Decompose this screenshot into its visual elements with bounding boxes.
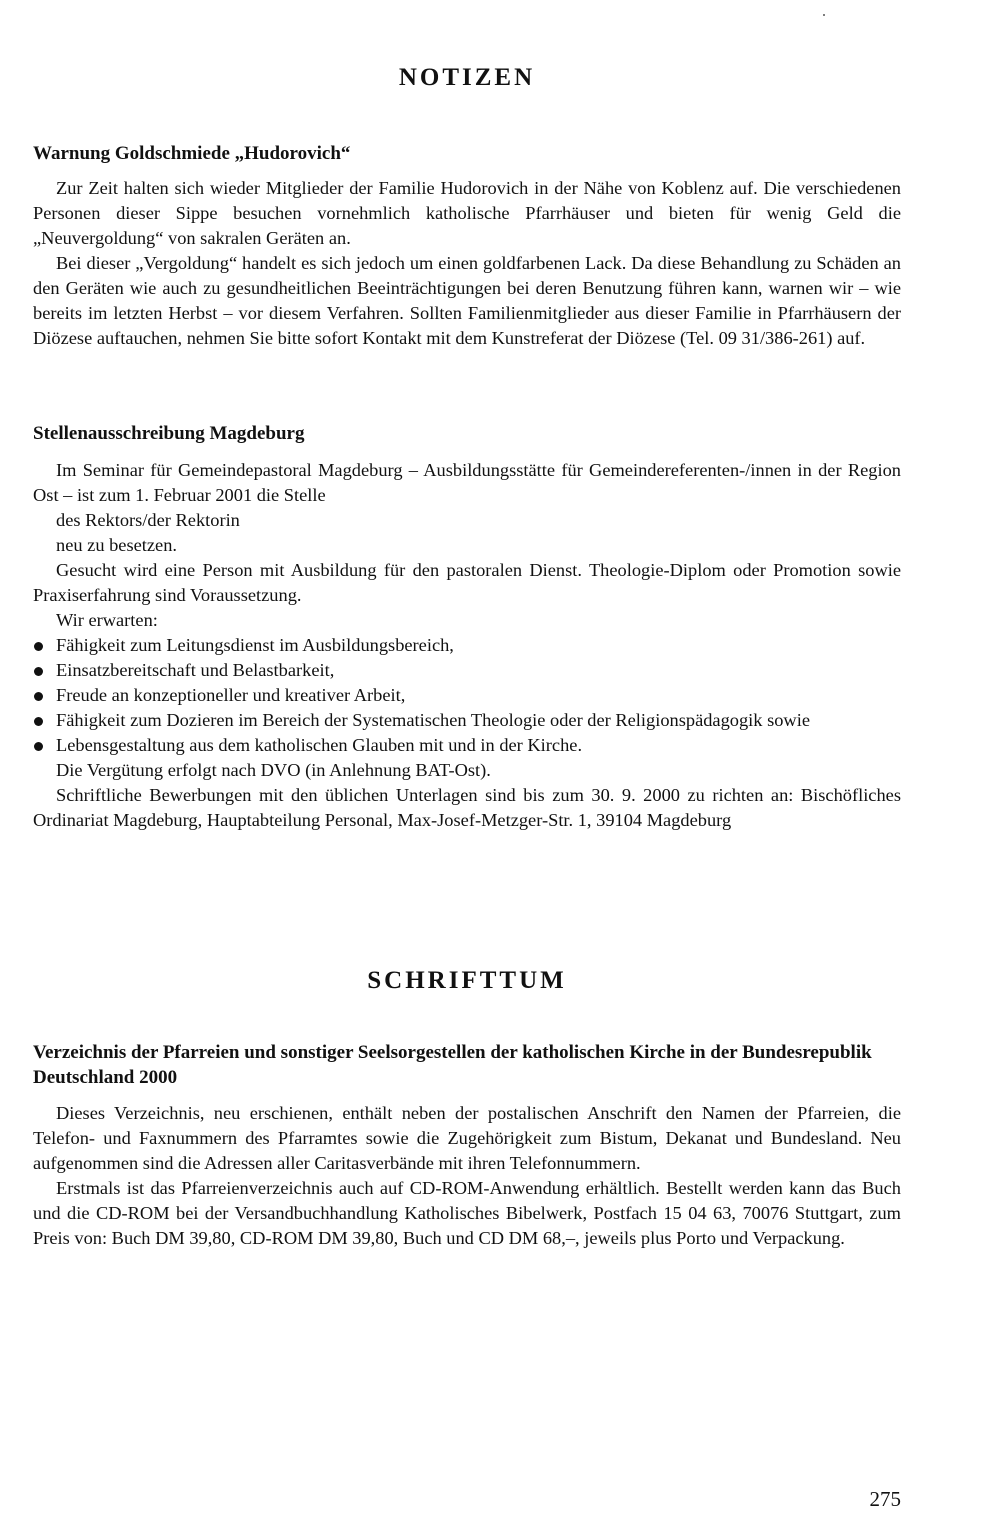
list-item: [33, 658, 901, 683]
section-title-schrifttum: SCHRIFTTUM: [367, 967, 567, 994]
bullet-icon: [34, 642, 43, 651]
paragraph-application: Schriftliche Bewerbungen mit den üblichen Unterlagen sind bis zum 30. 9. 2000 zu richten an: Bischöfliches Ordinariat Magdeburg, Hauptabteilung Personal, Max-Josef-Metzger-Str. 1, 39104 Magdeburg: [33, 785, 901, 830]
page-number: 275: [869, 1487, 901, 1511]
section-title-notizen: NOTIZEN: [398, 64, 536, 91]
document-page: [33, 0, 901, 1540]
article-body-warnung: [33, 176, 901, 351]
paragraph-intro: Im Seminar für Gemeindepastoral Magdeburg – Ausbildungsstätte für Gemeindereferenten-/innen in der Region Ost – ist zum 1. Februar 2001 die Stelle: [33, 460, 901, 505]
paragraph: Erstmals ist das Pfarreienverzeichnis auch auf CD-ROM-Anwendung erhältlich. Bestellt werden kann das Buch und die CD-ROM bei der Versandbuchhandlung Katholisches Bibelwerk, Postfach 15 04 63, 70076 Stuttgart, zum Preis von: Buch DM 39,80, CD-ROM DM 39,80, Buch und CD DM 68,–, jeweils plus Porto und Verpackung.: [33, 1178, 901, 1248]
article-heading-verzeichnis: Verzeichnis der Pfarreien und sonstiger Seelsorgestellen der katholischen Kirche in der Bundesrepublik Deutschland 2000: [33, 1042, 872, 1088]
bullet-icon: [34, 717, 43, 726]
list-item-text: Lebensgestaltung aus dem katholischen Glauben mit und in der Kirche.: [56, 735, 583, 755]
list-item-text: Fähigkeit zum Leitungsdienst im Ausbildungsbereich,: [56, 635, 454, 655]
list-item: [33, 633, 901, 658]
article-body-stellenausschreibung: [33, 458, 901, 833]
list-item: [33, 733, 901, 758]
paragraph: Zur Zeit halten sich wieder Mitglieder der Familie Hudorovich in der Nähe von Koblenz auf. Die verschiedenen Personen dieser Sippe besuchen vornehmlich katholische Pfarrhäuser und bieten für wenig Geld die „Neuvergoldung“ von sakralen Geräten an.: [33, 178, 901, 248]
bullet-icon: [34, 692, 43, 701]
paragraph-requirements: Gesucht wird eine Person mit Ausbildung für den pastoralen Dienst. Theologie-Diplom oder Promotion sowie Praxiserfahrung sind Voraussetzung.: [33, 560, 901, 605]
paragraph: Bei dieser „Vergoldung“ handelt es sich jedoch um einen goldfarbenen Lack. Da diese Behandlung zu Schäden an den Geräten wie auch zu gesundheitlichen Beeinträchtigungen bei deren Benutzung führen kann, warnen wir – wie bereits im letzten Herbst – vor diesem Verfahren. Sollten Familienmitglieder aus dieser Familie in Pfarrhäusern der Diözese auftauchen, nehmen Sie bitte sofort Kontakt mit dem Kunstreferat der Diözese (Tel. 09 31/386-261) auf.: [33, 253, 901, 348]
bullet-icon: [34, 742, 43, 751]
list-item: [33, 708, 901, 733]
bullet-icon: [34, 667, 43, 676]
position-note: neu zu besetzen.: [56, 535, 178, 555]
list-item-text: Freude an konzeptioneller und kreativer Arbeit,: [56, 685, 406, 705]
paragraph-salary: Die Vergütung erfolgt nach DVO (in Anlehnung BAT-Ost).: [56, 760, 491, 780]
list-item-text: Einsatzbereitschaft und Belastbarkeit,: [56, 660, 335, 680]
article-heading-warnung: Warnung Goldschmiede „Hudorovich“: [33, 143, 351, 164]
position-title: des Rektors/der Rektorin: [56, 510, 240, 530]
article-body-verzeichnis: [33, 1101, 901, 1251]
article-heading-stellenausschreibung: Stellenausschreibung Magdeburg: [33, 423, 305, 444]
expectations-list: [33, 633, 901, 758]
paragraph: Dieses Verzeichnis, neu erschienen, enthält neben der postalischen Anschrift den Namen der Pfarreien, die Telefon- und Faxnummern des Pfarramtes sowie die Zugehörigkeit zum Bistum, Dekanat und Bundesland. Neu aufgenommen sind die Adressen aller Caritasverbände mit ihren Telefonnummern.: [33, 1103, 901, 1173]
expectations-label: Wir erwarten:: [56, 610, 158, 630]
list-item: [33, 683, 901, 708]
list-item-text: Fähigkeit zum Dozieren im Bereich der Systematischen Theologie oder der Religionspädagogik sowie: [56, 710, 810, 730]
scan-speck: [823, 14, 825, 16]
